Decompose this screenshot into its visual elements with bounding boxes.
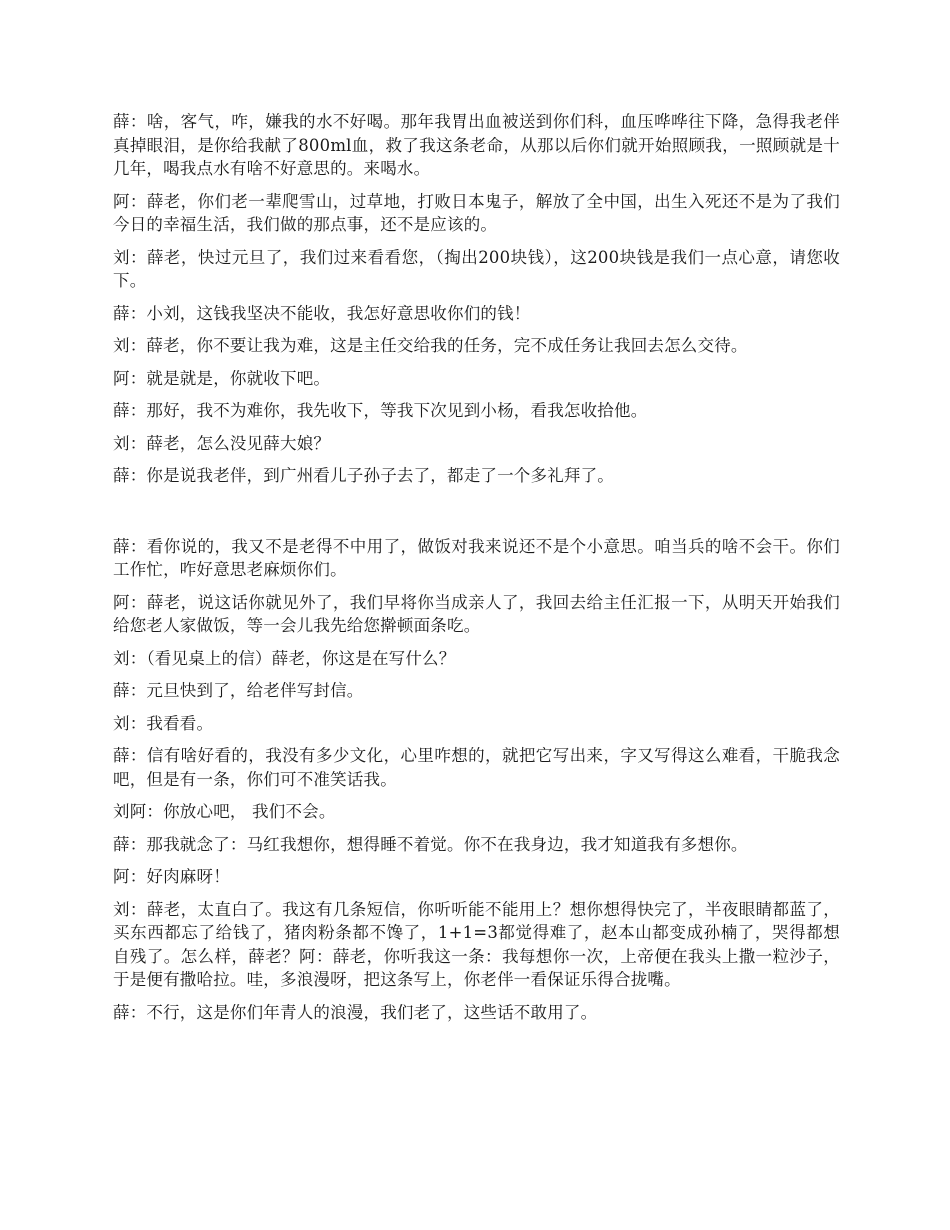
dialogue-line: 薛：那我就念了：马红我想你，想得睡不着觉。你不在我身边，我才知道我有多想你。 bbox=[113, 834, 748, 854]
dialogue-line: 阿：薛老，你们老一辈爬雪山，过草地，打败日本鬼子，解放了全中国，出生入死还不是为了我们今日的幸福生活，我们做的那点事，还不是应该的。 bbox=[113, 191, 840, 234]
dialogue-line: 薛：啥，客气，咋，嫌我的水不好喝。那年我胃出血被送到你们科，血压哗哗往下降，急得我老伴真掉眼泪，是你给我献了800ml血，救了我这条老命，从那以后你们就开始照顾我，一照顾就是十几年，喝我点水有啥不好意思的。来喝水。 bbox=[113, 112, 840, 178]
dialogue-line: 薛：看你说的，我又不是老得不中用了，做饭对我来说还不是个小意思。咱当兵的啥不会干。你们工作忙，咋好意思老麻烦你们。 bbox=[113, 536, 840, 579]
dialogue-line: 刘阿：你放心吧， 我们不会。 bbox=[113, 802, 336, 821]
dialogue-line: 薛：你是说我老伴，到广州看儿子孙子去了，都走了一个多礼拜了。 bbox=[113, 466, 614, 485]
dialogue-line: 刘：（看见桌上的信）薛老，你这是在写什么？ bbox=[113, 648, 456, 668]
dialogue-line: 刘：我看看。 bbox=[113, 713, 214, 733]
dialogue-line: 阿：好肉麻呀！ bbox=[113, 867, 230, 886]
document-page bbox=[113, 110, 840, 1033]
dialogue-line: 薛：小刘，这钱我坚决不能收，我怎好意思收你们的钱！ bbox=[113, 303, 531, 323]
dialogue-line: 薛：那好，我不为难你，我先收下，等我下次见到小杨，看我怎收拾他。 bbox=[113, 401, 648, 420]
dialogue-line: 刘：薛老，怎么没见薛大娘？ bbox=[113, 433, 331, 453]
dialogue-line: 刘：薛老，你不要让我为难，这是主任交给我的任务，完不成任务让我回去怎么交待。 bbox=[113, 336, 748, 355]
dialogue-line: 薛：元旦快到了，给老伴写封信。 bbox=[113, 681, 364, 700]
dialogue-line: 阿：薛老，说这话你就见外了，我们早将你当成亲人了，我回去给主任汇报一下，从明天开始我们给您老人家做饭，等一会儿我先给您擀顿面条吃。 bbox=[113, 592, 840, 635]
dialogue-line: 薛：不行，这是你们年青人的浪漫，我们老了，这些话不敢用了。 bbox=[113, 1002, 598, 1022]
dialogue-line: 刘：薛老，太直白了。我这有几条短信，你听听能不能用上？想你想得快完了，半夜眼睛都蓝了，买东西都忘了给钱了，猪肉粉条都不馋了，1+1=3都觉得难了，赵本山都变成孙楠了，哭得都想自残了。怎么样，薛老？阿：薛老，你听我这一条：我每想你一次，上帝便在我头上撒一粒沙子，于是便有撒哈拉。哇，多浪漫呀，把这条写上，你老伴一看保证乐得合拢嘴。 bbox=[113, 899, 840, 989]
dialogue-line: 薛：信有啥好看的，我没有多少文化，心里咋想的，就把它写出来，字又写得这么难看，干脆我念吧，但是有一条，你们可不准笑话我。 bbox=[113, 746, 840, 789]
dialogue-line: 阿：就是就是，你就收下吧。 bbox=[113, 368, 331, 388]
section-gap bbox=[113, 497, 840, 535]
dialogue-line: 刘：薛老，快过元旦了，我们过来看看您，（掏出200块钱），这200块钱是我们一点心意，请您收下。 bbox=[113, 247, 840, 290]
